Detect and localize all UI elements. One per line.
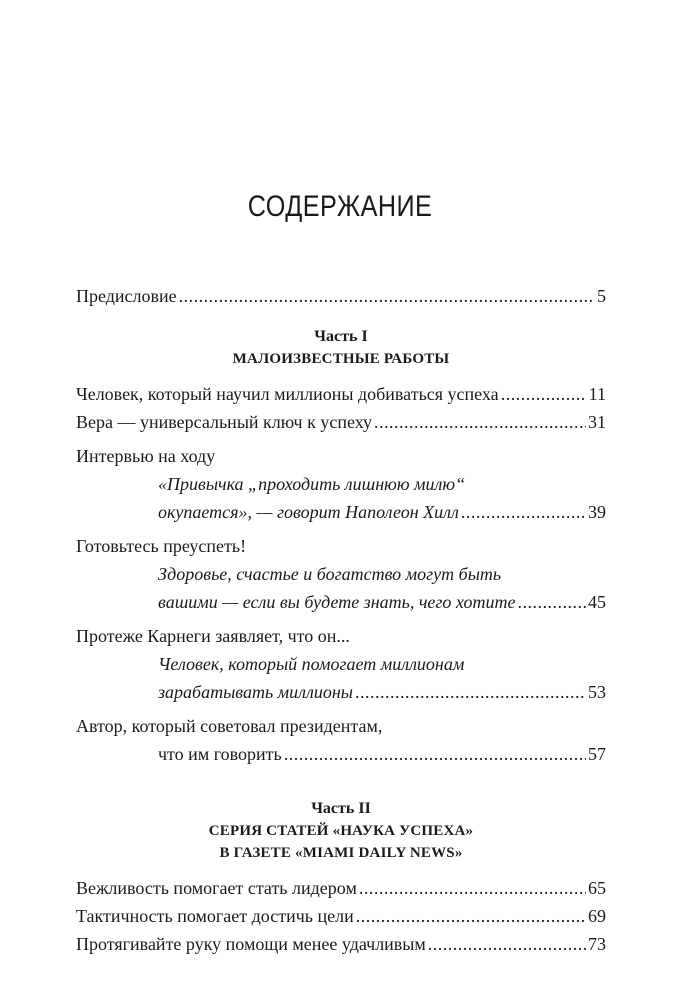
toc-page-number: 69 <box>588 906 606 926</box>
toc-entry-subtitle: Человек, который помогает миллионам <box>158 654 465 674</box>
toc-entry-title: Готовьтесь преуспеть! <box>76 536 247 556</box>
toc-entry <box>76 930 606 958</box>
dot-leader <box>461 498 586 526</box>
dot-leader <box>355 678 586 706</box>
toc-entry <box>76 902 606 930</box>
toc-entry-title: Вера — универсальный ключ к успеху <box>76 412 373 432</box>
toc-page-number: 53 <box>588 682 606 702</box>
dot-leader <box>356 902 586 930</box>
toc-entry-title-continued: что им говорить <box>158 744 282 764</box>
toc-entry-title: Человек, который научил миллионы добиваться успеха <box>76 384 499 404</box>
toc-entry-subtitle: «Привычка „проходить лишнюю милю“ <box>158 474 466 494</box>
toc-entry-title: Интервью на ходу <box>76 446 216 466</box>
toc-page-number: 65 <box>588 878 606 898</box>
toc-entry-preface <box>76 282 606 310</box>
toc-entry-title: Тактичность помогает достичь цели <box>76 906 354 926</box>
dot-leader <box>517 588 586 616</box>
toc-entry <box>76 408 606 436</box>
table-of-contents <box>76 282 606 958</box>
page-title: СОДЕРЖАНИЕ <box>247 190 433 223</box>
dot-leader <box>374 408 586 436</box>
part-title-line-2: В ГАЗЕТЕ «MIAMI DAILY NEWS» <box>219 845 463 861</box>
toc-page-number: 31 <box>588 412 606 432</box>
dot-leader <box>284 740 586 768</box>
part-heading-1 <box>76 326 606 370</box>
toc-entry-subtitle: вашими — если вы будете знать, чего хотите <box>158 592 516 612</box>
toc-entry-title: Вежливость помогает стать лидером <box>76 878 357 898</box>
toc-entry <box>76 874 606 902</box>
toc-entry <box>76 740 606 768</box>
dot-leader <box>359 874 586 902</box>
part-title: МАЛОИЗВЕСТНЫЕ РАБОТЫ <box>232 351 450 367</box>
toc-page-number: 5 <box>597 286 606 306</box>
toc-entry-subtitle: окупается», — говорит Наполеон Хилл <box>158 502 459 522</box>
toc-page-number: 39 <box>588 502 606 522</box>
toc-page-number: 57 <box>588 744 606 764</box>
toc-entry-subtitle: Здоровье, счастье и богатство могут быть <box>158 564 502 584</box>
toc-entry <box>76 498 606 526</box>
toc-entry-title: Протягивайте руку помощи менее удачливым <box>76 934 426 954</box>
dot-leader <box>179 282 595 310</box>
toc-entry-title: Автор, который советовал президентам, <box>76 716 383 736</box>
toc-entry <box>76 678 606 706</box>
toc-entry-subtitle: зарабатывать миллионы <box>158 682 353 702</box>
part-title-line-1: СЕРИЯ СТАТЕЙ «НАУКА УСПЕХА» <box>208 823 474 839</box>
toc-entry-title: Протеже Карнеги заявляет, что он... <box>76 626 350 646</box>
toc-page-number: 73 <box>588 934 606 954</box>
dot-leader <box>501 380 587 408</box>
toc-entry-title: Предисловие <box>76 286 177 306</box>
toc-page-number: 11 <box>588 384 606 404</box>
toc-entry <box>76 380 606 408</box>
toc-page-number: 45 <box>588 592 606 612</box>
part-label: Часть I <box>314 328 368 345</box>
part-label: Часть II <box>311 800 371 817</box>
dot-leader <box>428 930 586 958</box>
toc-entry <box>76 588 606 616</box>
part-heading-2 <box>76 798 606 864</box>
